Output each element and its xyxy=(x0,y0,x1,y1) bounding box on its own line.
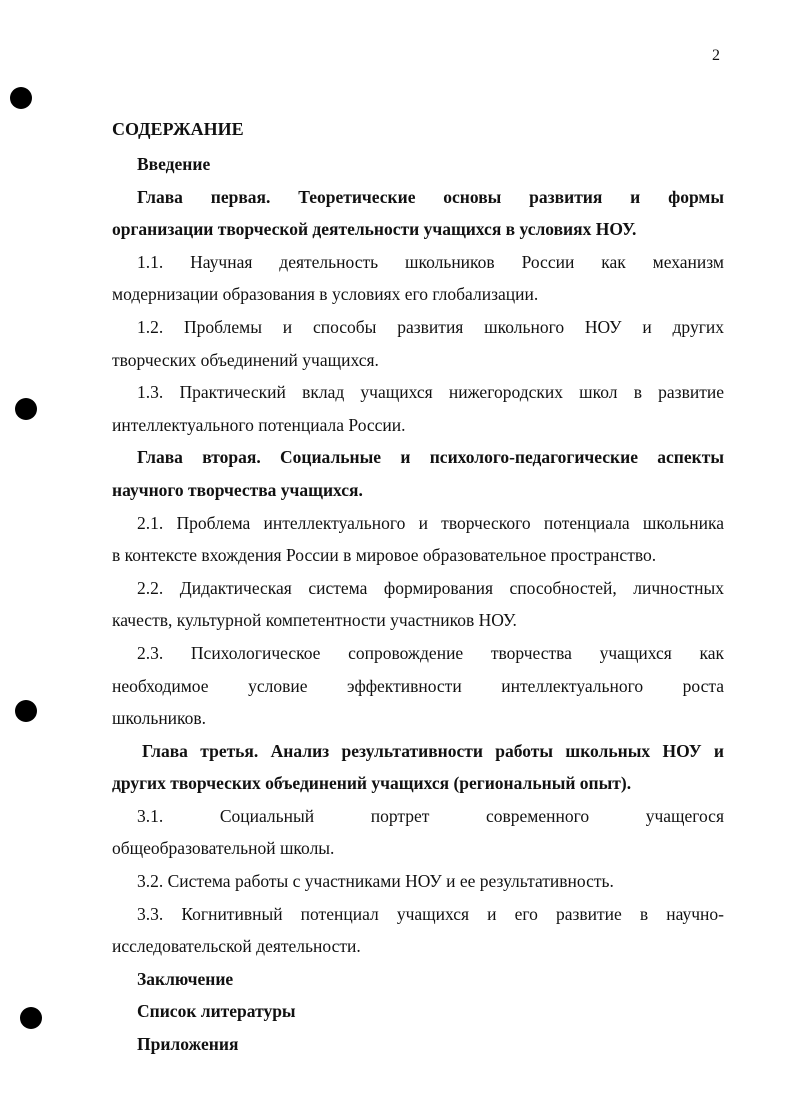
punch-hole-2 xyxy=(15,398,37,420)
toc-entry-chapter-1[interactable] xyxy=(112,181,724,246)
toc-entry-chapter-2[interactable] xyxy=(112,441,724,506)
toc-entry-appendices[interactable]: Приложения xyxy=(137,1034,239,1055)
toc-line: Глава третья. Анализ результативности работы школьных НОУ и xyxy=(142,740,724,761)
toc-line: 2.3. Психологическое сопровождение творчества учащихся как xyxy=(137,642,724,663)
punch-hole-3 xyxy=(15,700,37,722)
toc-entry-section-3-3[interactable] xyxy=(112,898,724,963)
toc-entry-section-2-2[interactable] xyxy=(112,572,724,637)
toc-line: 2.1. Проблема интеллектуального и творческого потенциала школьника xyxy=(137,512,724,533)
toc-line: необходимое условие эффективности интеллектуального роста xyxy=(112,675,724,696)
toc-entry-section-2-1[interactable] xyxy=(112,507,724,572)
page-number: 2 xyxy=(712,47,720,64)
toc-line: 2.2. Дидактическая система формирования способностей, личностных xyxy=(137,577,724,598)
toc-line: 3.2. Система работы с участниками НОУ и ее результативность. xyxy=(137,871,614,892)
toc-line: модернизации образования в условиях его глобализации. xyxy=(112,284,539,305)
toc-line: 3.3. Когнитивный потенциал учащихся и его развитие в научно- xyxy=(137,903,724,924)
toc-entry-chapter-3[interactable] xyxy=(112,735,724,800)
toc-title: СОДЕРЖАНИЕ xyxy=(112,119,244,139)
toc-line: организации творческой деятельности учащихся в условиях НОУ. xyxy=(112,219,637,240)
toc-line: Глава вторая. Социальные и психолого-педагогические аспекты xyxy=(137,447,724,468)
toc-line: в контексте вхождения России в мировое образовательное пространство. xyxy=(112,545,657,566)
toc-entry-section-2-3[interactable] xyxy=(112,637,724,735)
toc-line: других творческих объединений учащихся (региональный опыт). xyxy=(112,773,632,794)
toc-entry-section-3-2[interactable] xyxy=(112,865,724,898)
toc-line: исследовательской деятельности. xyxy=(112,936,361,957)
toc-entry-section-1-3[interactable] xyxy=(112,376,724,441)
toc-entry-section-1-1[interactable] xyxy=(112,246,724,311)
toc-line: 1.3. Практический вклад учащихся нижегородских школ в развитие xyxy=(137,382,724,403)
toc-entry-references[interactable]: Список литературы xyxy=(137,1001,296,1022)
toc-line: школьников. xyxy=(112,708,207,729)
punch-hole-4 xyxy=(20,1007,42,1029)
toc-line: общеобразовательной школы. xyxy=(112,838,335,859)
punch-hole-1 xyxy=(10,87,32,109)
toc-line: 1.1. Научная деятельность школьников России как механизм xyxy=(137,251,724,272)
toc-line: качеств, культурной компетентности участников НОУ. xyxy=(112,610,517,631)
toc-line: научного творчества учащихся. xyxy=(112,479,363,500)
toc-entry-introduction[interactable]: Введение xyxy=(137,154,211,174)
toc-entry-section-1-2[interactable] xyxy=(112,311,724,376)
toc-line: творческих объединений учащихся. xyxy=(112,349,379,370)
toc-entry-section-3-1[interactable] xyxy=(112,800,724,865)
toc-line: Глава первая. Теоретические основы развития и формы xyxy=(137,186,724,207)
toc-line: 1.2. Проблемы и способы развития школьного НОУ и других xyxy=(137,316,724,337)
toc-line: интеллектуального потенциала России. xyxy=(112,414,406,435)
toc-entry-conclusion[interactable]: Заключение xyxy=(137,968,234,989)
table-of-contents xyxy=(112,115,724,1061)
toc-line: 3.1. Социальный портрет современного учащегося xyxy=(137,805,724,826)
